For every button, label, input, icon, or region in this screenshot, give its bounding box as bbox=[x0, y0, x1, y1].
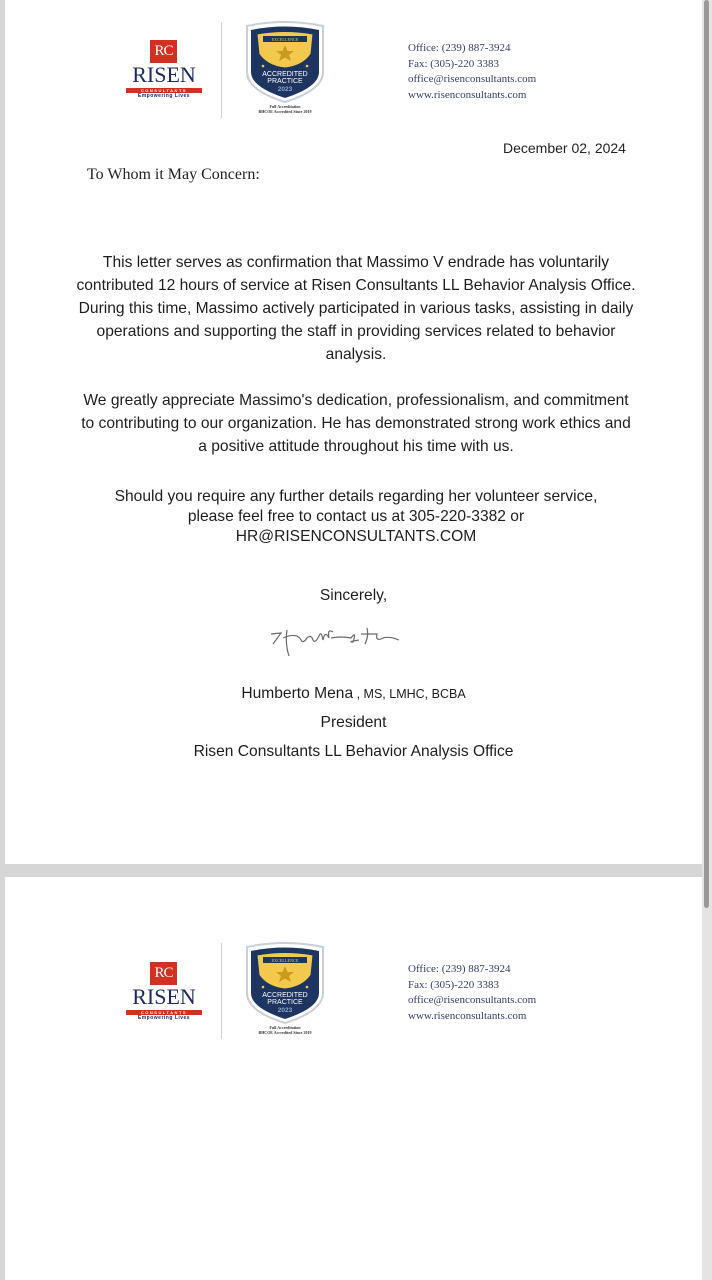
badge-shield-icon bbox=[237, 20, 333, 104]
letter-date: December 02, 2024 bbox=[503, 140, 626, 156]
badge-year: 2023 bbox=[277, 1007, 293, 1014]
paragraph-appreciation: We greatly appreciate Massimo's dedication, professionalism, and commitment to contributing to our organization. He has demonstrated strong work ethics and a positive attitude throughout his time with us. bbox=[81, 392, 631, 455]
closing: Sincerely, bbox=[319, 587, 388, 604]
rc-monogram: RC bbox=[150, 40, 177, 63]
contact-office: Office: (239) 887-3924 bbox=[408, 963, 511, 975]
letterhead-divider bbox=[221, 943, 222, 1039]
badge-shield-icon bbox=[237, 941, 333, 1025]
logo-tagline: Empowering Lives bbox=[137, 93, 191, 99]
badge-caption-2: BHCOE Accredited Since 2019 bbox=[258, 1030, 312, 1035]
logo-name: RISEN bbox=[132, 62, 196, 87]
page-1 bbox=[5, 0, 702, 864]
badge-caption bbox=[237, 1025, 333, 1035]
scrollbar-thumb[interactable] bbox=[704, 0, 709, 908]
signer-title: President bbox=[320, 714, 387, 731]
badge-ribbon-text: EXCELLENCE bbox=[271, 958, 299, 963]
paragraph-contact bbox=[75, 487, 637, 547]
letterhead bbox=[5, 0, 702, 130]
contact-website: www.risenconsultants.com bbox=[408, 1009, 527, 1022]
badge-ribbon-text: EXCELLENCE bbox=[271, 37, 299, 42]
badge-caption bbox=[237, 104, 333, 114]
logo-name: RISEN bbox=[132, 984, 196, 1009]
signer-credentials: , MS, LMHC, BCBA bbox=[353, 687, 466, 701]
contact-email: office@risenconsultants.com bbox=[408, 994, 537, 1006]
letterhead bbox=[5, 877, 702, 1035]
letterhead-divider bbox=[221, 22, 222, 118]
contact-line-1: Should you require any further details regarding her volunteer service, bbox=[114, 488, 598, 505]
contact-email: office@risenconsultants.com bbox=[408, 73, 537, 85]
rc-monogram: RC bbox=[150, 962, 177, 985]
signature-icon bbox=[267, 620, 403, 664]
signer-line bbox=[5, 685, 702, 703]
paragraph-confirmation: This letter serves as confirmation that Massimo V endrade has voluntarily contributed 12 hours of service at Risen Consultants LL Behavior Analysis Office. During this time, Massimo actively participated in various tasks, assisting in daily operations and supporting the staff in providing services related to behavior analysis. bbox=[76, 254, 636, 363]
salutation: To Whom it May Concern: bbox=[87, 166, 260, 183]
contact-line-2: please feel free to contact us at 305-220-3382 or bbox=[187, 508, 525, 525]
badge-caption-2: BHCOE Accredited Since 2019 bbox=[258, 109, 312, 114]
badge-line2: PRACTICE bbox=[267, 78, 303, 85]
logo-subtitle: CONSULTANTS bbox=[126, 1010, 202, 1015]
badge-year: 2023 bbox=[277, 86, 293, 93]
accreditation-badge bbox=[237, 941, 333, 1043]
badge-line1: ACCREDITED bbox=[262, 71, 308, 78]
logo-tagline: Empowering Lives bbox=[137, 1015, 191, 1021]
risen-consultants-logo bbox=[122, 38, 206, 102]
contact-block bbox=[408, 962, 536, 1024]
contact-office: Office: (239) 887-3924 bbox=[408, 42, 511, 54]
page-2 bbox=[5, 877, 702, 1280]
vertical-scrollbar[interactable] bbox=[702, 0, 712, 1280]
signer-name: Humberto Mena bbox=[241, 685, 354, 702]
contact-fax: Fax: (305)-220 3383 bbox=[408, 978, 500, 991]
risen-consultants-logo bbox=[122, 960, 206, 1024]
contact-block bbox=[408, 41, 536, 103]
signer-organization: Risen Consultants LL Behavior Analysis Office bbox=[193, 743, 514, 760]
contact-line-3: HR@RISENCONSULTANTS.COM bbox=[235, 528, 477, 545]
contact-website: www.risenconsultants.com bbox=[408, 88, 527, 101]
badge-caption-1: Full Accreditation bbox=[269, 104, 301, 109]
badge-line1: ACCREDITED bbox=[262, 992, 308, 999]
badge-caption-1: Full Accreditation bbox=[269, 1025, 301, 1030]
contact-fax: Fax: (305)-220 3383 bbox=[408, 57, 500, 70]
accreditation-badge bbox=[237, 20, 333, 122]
logo-subtitle: CONSULTANTS bbox=[126, 88, 202, 93]
badge-line2: PRACTICE bbox=[267, 999, 303, 1006]
